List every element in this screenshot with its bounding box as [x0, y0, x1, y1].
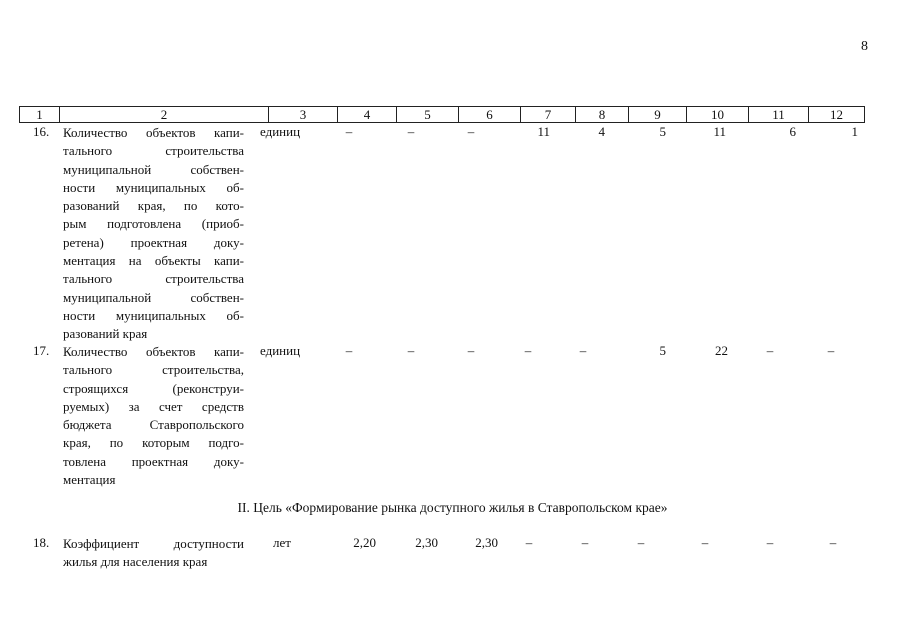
- cell-col9: 5: [659, 124, 666, 139]
- description-line: края, по которым подго-: [63, 435, 244, 451]
- description-line: рым подготовлена (приоб-: [63, 216, 244, 232]
- cell-col5: 2,30: [415, 535, 438, 550]
- cell-col7: –: [524, 343, 532, 358]
- cell-col4: –: [345, 124, 353, 139]
- cell-col7: –: [525, 535, 533, 550]
- header-cell: 2: [60, 107, 269, 123]
- description-line: бюджета Ставропольского: [63, 417, 244, 433]
- row-number: 18.: [33, 535, 50, 550]
- cell-col11: –: [766, 343, 774, 358]
- description-line: товлена проектная доку-: [63, 453, 244, 469]
- header-cell: 3: [269, 107, 338, 123]
- description-line: жилья для населения края: [63, 554, 208, 570]
- description-line: тального строительства,: [63, 362, 244, 378]
- row-unit: единиц: [260, 124, 301, 139]
- cell-col12: 1: [851, 124, 858, 139]
- header-cell: 8: [576, 107, 629, 123]
- column-number-header: [19, 106, 865, 123]
- cell-col5: –: [407, 343, 415, 358]
- description-line: ности муниципальных об-: [63, 307, 244, 323]
- cell-col12: –: [827, 343, 835, 358]
- description-line: тального строительства: [63, 143, 244, 159]
- cell-col10: 22: [715, 343, 728, 358]
- header-cell: 11: [749, 107, 809, 123]
- row-number: 16.: [33, 124, 50, 139]
- description-line: строящихся (реконструи-: [63, 380, 244, 396]
- cell-col8: –: [579, 343, 587, 358]
- cell-col4: 2,20: [353, 535, 376, 550]
- cell-col5: –: [407, 124, 415, 139]
- row-description: [63, 535, 244, 572]
- header-cell: 6: [459, 107, 521, 123]
- header-cell: 4: [338, 107, 397, 123]
- description-line: Количество объектов капи-: [63, 125, 244, 140]
- cell-col4: –: [345, 343, 353, 358]
- cell-col6: –: [467, 124, 475, 139]
- cell-col8: 4: [598, 124, 605, 139]
- description-line: муниципальной собствен-: [63, 289, 244, 305]
- description-line: Коэффициент доступности: [63, 536, 244, 551]
- cell-col9: –: [637, 535, 645, 550]
- cell-col7: 11: [537, 124, 550, 139]
- description-line: ментация: [63, 472, 116, 488]
- cell-col11: 6: [789, 124, 796, 139]
- header-cell: 5: [397, 107, 459, 123]
- description-line: ности муниципальных об-: [63, 179, 244, 195]
- description-line: Количество объектов капи-: [63, 344, 244, 359]
- header-cell: 1: [20, 107, 60, 123]
- header-cell: 9: [629, 107, 687, 123]
- cell-col6: 2,30: [475, 535, 498, 550]
- row-description: [63, 343, 244, 489]
- page-number: 8: [861, 39, 868, 54]
- description-line: разований края, по кото-: [63, 198, 244, 214]
- section-heading: II. Цель «Формирование рынка доступного жилья в Ставропольском крае»: [237, 500, 668, 515]
- description-line: руемых) за счет средств: [63, 398, 244, 414]
- header-cell: 12: [809, 107, 865, 123]
- description-line: ментация на объекты капи-: [63, 253, 244, 269]
- description-line: разований края: [63, 326, 148, 342]
- cell-col6: –: [467, 343, 475, 358]
- header-cell: 7: [521, 107, 576, 123]
- header-row: [20, 107, 865, 123]
- row-number: 17.: [33, 343, 50, 358]
- row-description: [63, 124, 244, 344]
- row-unit: лет: [273, 535, 291, 550]
- cell-col8: –: [581, 535, 589, 550]
- cell-col12: –: [829, 535, 837, 550]
- cell-col9: 5: [659, 343, 666, 358]
- description-line: ретена) проектная доку-: [63, 234, 244, 250]
- description-line: тального строительства: [63, 271, 244, 287]
- cell-col11: –: [766, 535, 774, 550]
- row-unit: единиц: [260, 343, 301, 358]
- description-line: муниципальной собствен-: [63, 161, 244, 177]
- cell-col10: 11: [713, 124, 726, 139]
- header-cell: 10: [687, 107, 749, 123]
- cell-col10: –: [701, 535, 709, 550]
